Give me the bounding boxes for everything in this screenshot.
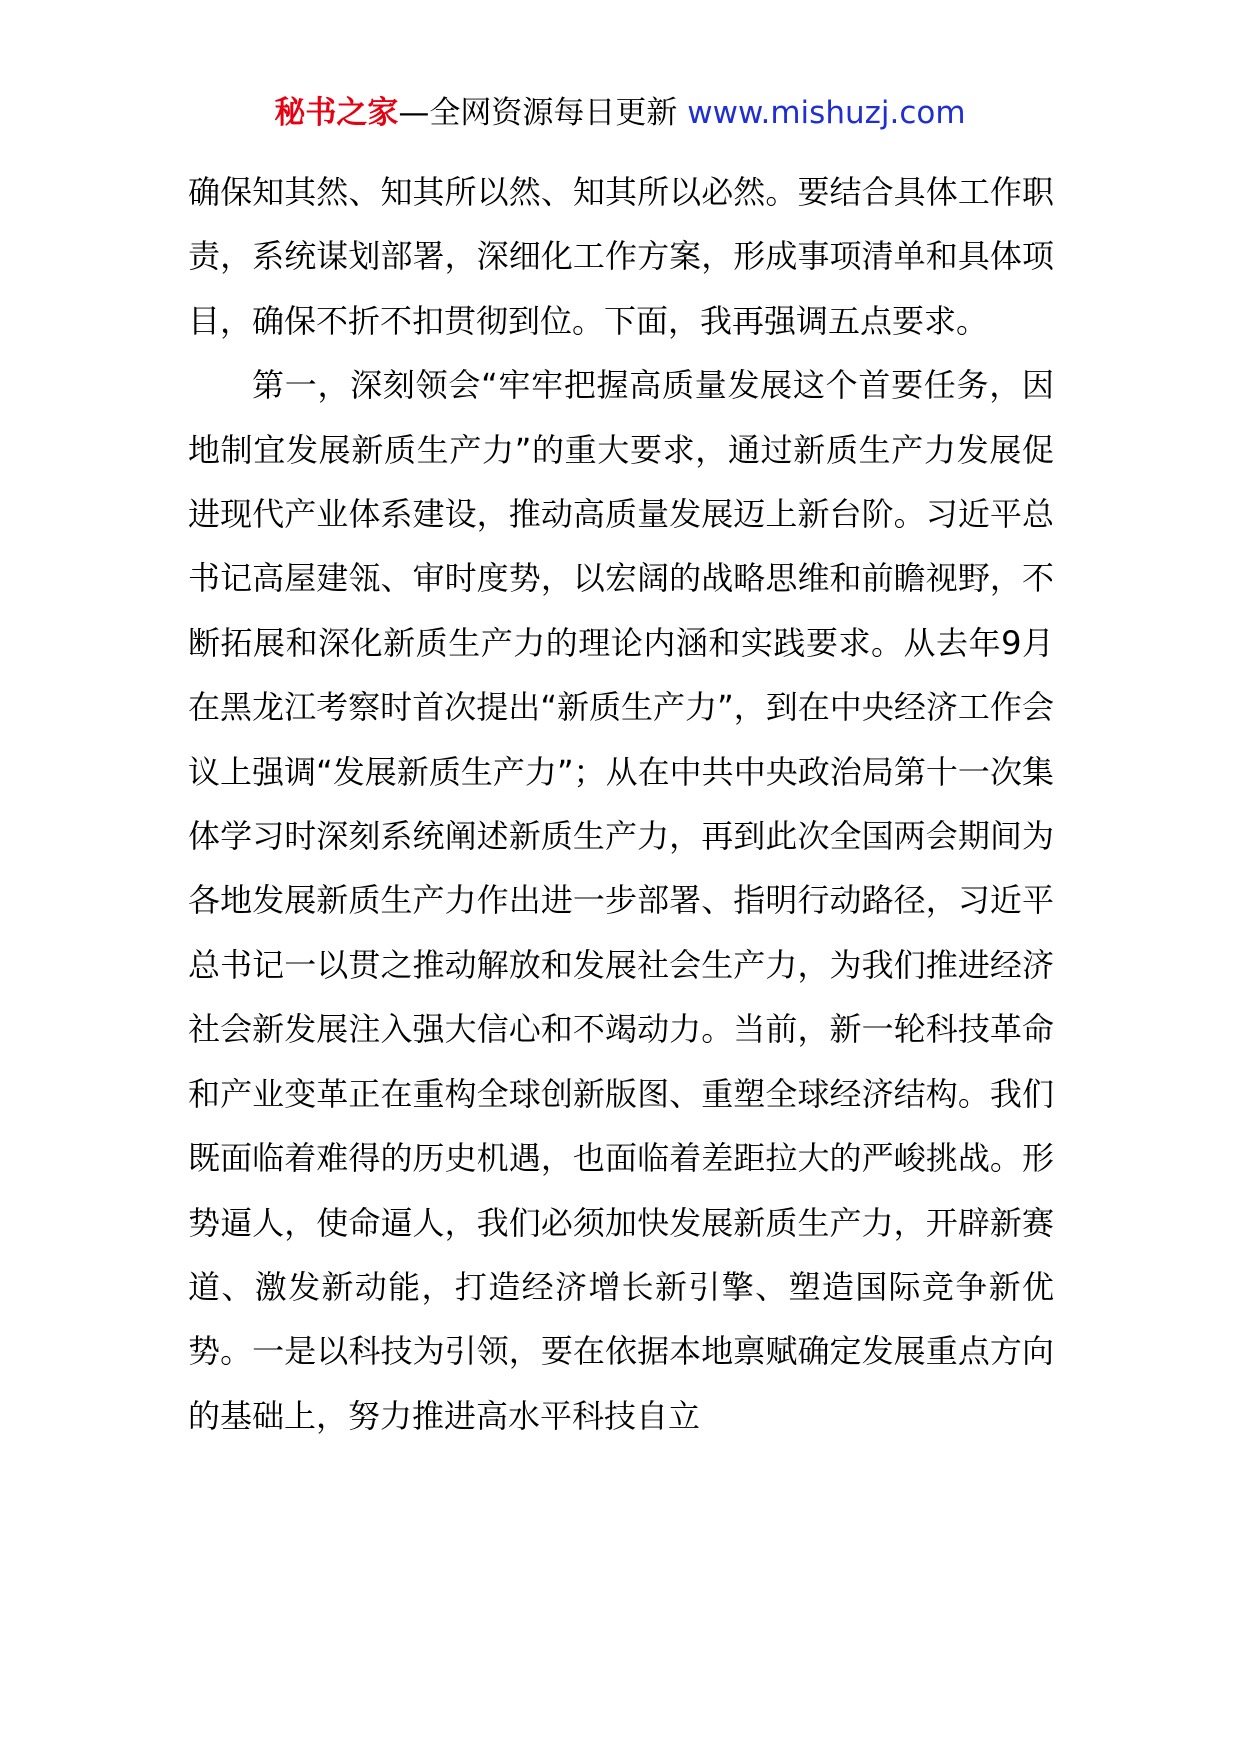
document-body	[188, 160, 1054, 1448]
paragraph-continuation: 确保知其然、知其所以然、知其所以必然。要结合具体工作职责，系统谋划部署，深细化工作方案，形成事项清单和具体项目，确保不折不扣贯彻到位。下面，我再强调五点要求。	[188, 173, 1054, 340]
paragraph-first-point: 第一，深刻领会“牢牢把握高质量发展这个首要任务，因地制宜发展新质生产力”的重大要求，通过新质生产力发展促进现代产业体系建设，推动高质量发展迈上新台阶。习近平总书记高屋建瓴、审时度势，以宏阔的战略思维和前瞻视野，不断拓展和深化新质生产力的理论内涵和实践要求。从去年9月在黑龙江考察时首次提出“新质生产力”，到在中央经济工作会议上强调“发展新质生产力”；从在中共中央政治局第十一次集体学习时深刻系统阐述新质生产力，再到此次全国两会期间为各地发展新质生产力作出进一步部署、指明行动路径，习近平总书记一以贯之推动解放和发展社会生产力，为我们推进经济社会新发展注入强大信心和不竭动力。当前，新一轮科技革命和产业变革正在重构全球创新版图、重塑全球经济结构。我们既面临着难得的历史机遇，也面临着差距拉大的严峻挑战。形势逼人，使命逼人，我们必须加快发展新质生产力，开辟新赛道、激发新动能，打造经济增长新引擎、塑造国际竞争新优势。一是以科技为引领，要在依据本地禀赋确定发展重点方向的基础上，努力推进高水平科技自立	[188, 366, 1054, 1435]
page-header	[0, 95, 1240, 132]
brand-name: 秘书之家	[274, 95, 399, 131]
website-url[interactable]: www.mishuzj.com	[687, 95, 966, 131]
header-slogan: —全网资源每日更新	[398, 95, 688, 131]
